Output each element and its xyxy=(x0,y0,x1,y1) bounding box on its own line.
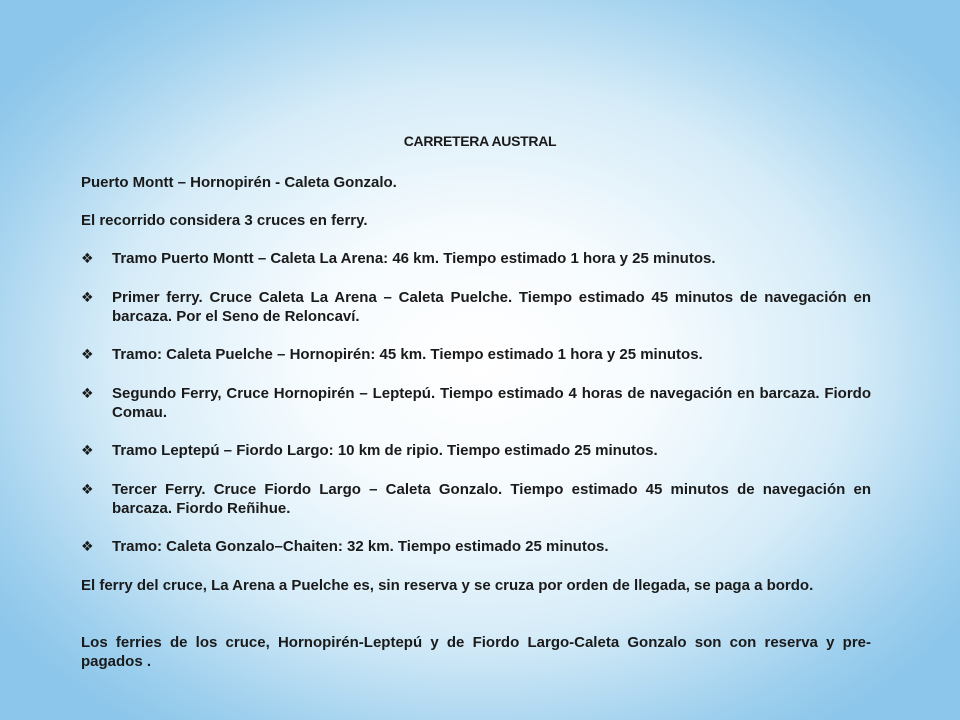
list-item xyxy=(81,537,871,556)
bullet-diamond-icon: ❖ xyxy=(81,385,94,401)
list-item xyxy=(81,345,871,364)
list-item xyxy=(81,384,871,422)
list-item-text: Tramo Leptepú – Fiordo Largo: 10 km de ripio. Tiempo estimado 25 minutos. xyxy=(112,442,658,459)
bullet-diamond-icon: ❖ xyxy=(81,481,94,497)
list-item xyxy=(81,249,871,268)
intro-paragraph: El recorrido considera 3 cruces en ferry. xyxy=(81,212,368,229)
bullet-diamond-icon: ❖ xyxy=(81,538,94,554)
list-item-text: Tramo Puerto Montt – Caleta La Arena: 46 km. Tiempo estimado 1 hora y 25 minutos. xyxy=(112,250,716,267)
bullet-diamond-icon: ❖ xyxy=(81,346,94,362)
list-item-text: Tramo: Caleta Gonzalo–Chaiten: 32 km. Tiempo estimado 25 minutos. xyxy=(112,538,609,555)
list-item-text: Tercer Ferry. Cruce Fiordo Largo – Caleta Gonzalo. Tiempo estimado 45 minutos de navegación en barcaza. Fiordo Reñihue. xyxy=(112,481,871,517)
list-item xyxy=(81,441,871,460)
list-item xyxy=(81,480,871,518)
note-paragraph: Los ferries de los cruce, Hornopirén-Leptepú y de Fiordo Largo-Caleta Gonzalo son con reserva y pre-pagados . xyxy=(81,634,871,670)
bullet-diamond-icon: ❖ xyxy=(81,250,94,266)
list-item-text: Tramo: Caleta Puelche – Hornopirén: 45 km. Tiempo estimado 1 hora y 25 minutos. xyxy=(112,346,703,363)
note-paragraph: El ferry del cruce, La Arena a Puelche es, sin reserva y se cruza por orden de llegada, se paga a bordo. xyxy=(81,577,814,594)
list-item xyxy=(81,288,871,326)
list-item-text: Segundo Ferry, Cruce Hornopirén – Leptepú. Tiempo estimado 4 horas de navegación en barcaza. Fiordo Comau. xyxy=(112,385,871,421)
bullet-diamond-icon: ❖ xyxy=(81,289,94,305)
list-item-text: Primer ferry. Cruce Caleta La Arena – Caleta Puelche. Tiempo estimado 45 minutos de navegación en barcaza. Por el Seno de Reloncaví. xyxy=(112,289,871,325)
slide-title: CARRETERA AUSTRAL xyxy=(403,133,557,149)
bullet-diamond-icon: ❖ xyxy=(81,442,94,458)
route-heading: Puerto Montt – Hornopirén - Caleta Gonzalo. xyxy=(81,174,397,191)
